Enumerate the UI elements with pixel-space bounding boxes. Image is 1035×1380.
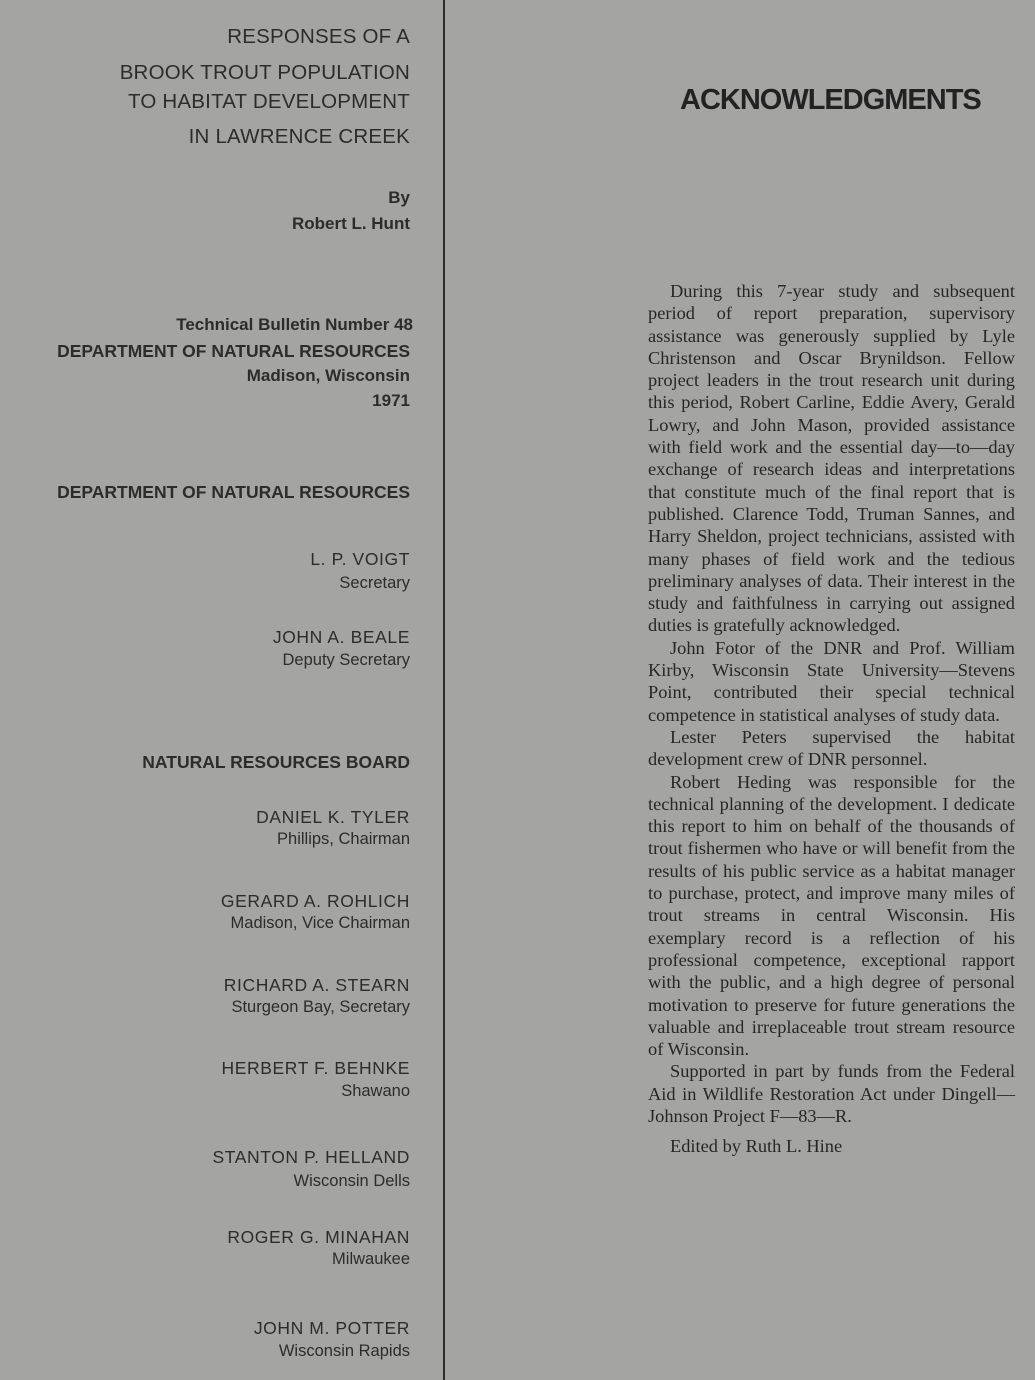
board-member-role: Madison, Vice Chairman (230, 914, 410, 932)
board-member-role: Phillips, Chairman (277, 830, 410, 848)
acknowledgments-body (648, 280, 1015, 1158)
title-line-2: BROOK TROUT POPULATION (119, 61, 410, 84)
board-member-role: Wisconsin Rapids (278, 1342, 410, 1360)
board-member-name: RICHARD A. STEARN (223, 975, 410, 995)
official-role: Secretary (339, 574, 410, 592)
board-member-name: ROGER G. MINAHAN (227, 1227, 410, 1247)
board-member-name: DANIEL K. TYLER (256, 807, 410, 827)
official-role: Deputy Secretary (282, 651, 410, 669)
board-member-name: JOHN M. POTTER (253, 1318, 410, 1338)
board-member-name: STANTON P. HELLAND (212, 1147, 410, 1167)
body-paragraph: Robert Heding was responsible for the technical planning of the development. I dedicate this report to him on behalf of the thousands of trout fishermen who have or will benefit from the results of his public service as a habitat manager to purchase, protect, and improve many miles of trout streams in central Wisconsin. His exemplary record is a reflection of his professional competence, exceptional rapport with the public, and a high degree of personal motivation to preserve for future generations the valuable and irreplaceable trout stream resource of Wisconsin. (648, 771, 1015, 1060)
editor-note: Edited by Ruth L. Hine (670, 1136, 843, 1157)
board-heading: NATURAL RESOURCES BOARD (142, 752, 410, 772)
author-name: Robert L. Hunt (291, 214, 410, 233)
title-line-4: IN LAWRENCE CREEK (188, 125, 410, 148)
board-member-role: Wisconsin Dells (293, 1172, 410, 1190)
by-label: By (388, 188, 410, 207)
body-paragraph: During this 7-year study and subsequent period of report preparation, supervisory assistance was generously supplied by Lyle Christenson and Oscar Brynildson. Fellow project leaders in the trout research unit during this period, Robert Carline, Eddie Avery, Gerald Lowry, and John Mason, provided assistance with field work and the essential day—to—day exchange of research ideas and interpretations that constitute much of the final report that is published. Clarence Todd, Truman Sannes, and Harry Sheldon, project technicians, assisted with many phases of field work and the tedious preliminary analyses of data. Their interest in the study and faithfulness in carrying out assigned duties is gratefully acknowledged. (648, 281, 1015, 636)
column-divider (443, 0, 445, 1380)
board-member-name: HERBERT F. BEHNKE (221, 1058, 410, 1078)
acknowledgments-heading: ACKNOWLEDGMENTS (680, 84, 981, 116)
bulletin-number: Technical Bulletin Number 48 (176, 315, 413, 334)
official-name: JOHN A. BEALE (272, 627, 410, 647)
board-member-role: Sturgeon Bay, Secretary (231, 998, 410, 1016)
body-paragraph: Supported in part by funds from the Federal Aid in Wildlife Restoration Act under Dingell—Johnson Project F—83—R. (648, 1061, 1015, 1126)
official-name: L. P. VOIGT (310, 549, 410, 569)
title-line-3: TO HABITAT DEVELOPMENT (128, 90, 410, 113)
body-paragraph: John Fotor of the DNR and Prof. William Kirby, Wisconsin State University—Stevens Point, contributed their special technical competence in statistical analyses of study data. (648, 637, 1015, 725)
publisher: DEPARTMENT OF NATURAL RESOURCES (57, 341, 410, 361)
board-member-name: GERARD A. ROHLICH (220, 891, 410, 911)
board-member-role: Milwaukee (332, 1250, 410, 1268)
department-heading: DEPARTMENT OF NATURAL RESOURCES (57, 482, 410, 502)
title-line-1: RESPONSES OF A (227, 25, 410, 48)
publication-year: 1971 (372, 391, 410, 410)
board-member-role: Shawano (341, 1082, 410, 1100)
body-paragraph: Lester Peters supervised the habitat development crew of DNR personnel. (648, 726, 1015, 770)
publisher-city: Madison, Wisconsin (246, 366, 410, 385)
